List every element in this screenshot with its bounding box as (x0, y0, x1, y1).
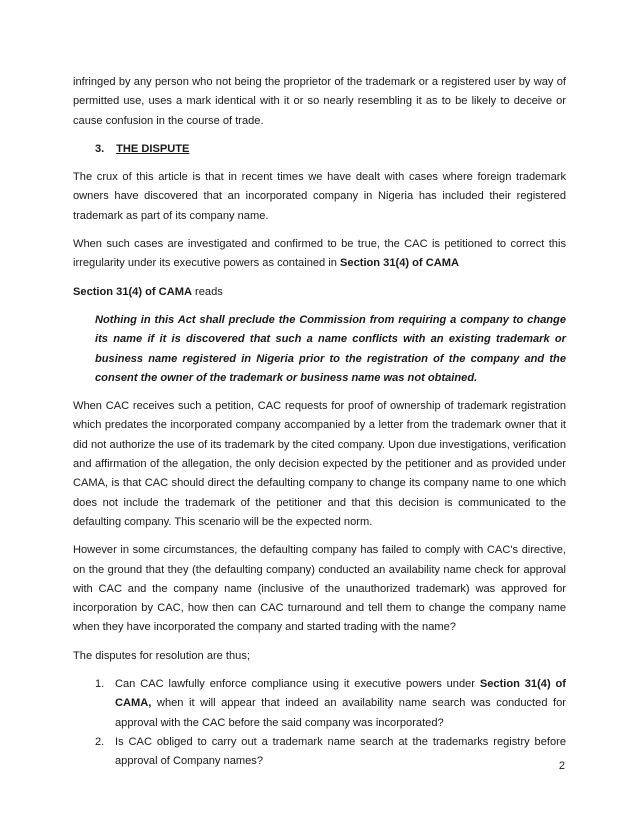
intro-paragraph: infringed by any person who not being the proprietor of the trademark or a registered user by way of permitted use, uses a mark identical with it or so nearly resembling it as to be likely to deceive or cause confusion in the course of trade. (73, 76, 566, 127)
disputes-intro: The disputes for resolution are thus; (73, 649, 250, 662)
investigation-paragraph (73, 235, 566, 274)
statute-quote: Nothing in this Act shall preclude the Commission from requiring a company to change its name if it is discovered that such a name conflicts with an existing trademark or business name registered in Nigeria prior to the registration of the company and the consent the owner of the trademark or business name was not obtained. (95, 313, 566, 384)
reads-text: reads (191, 285, 223, 298)
investigation-text: When such cases are investigated and confirmed to be true, the CAC is petitioned to correct this irregularity under its executive powers as contained in (73, 238, 566, 270)
list-item (73, 675, 566, 733)
reads-line (73, 283, 566, 302)
list-item-text-continued: when it will appear that indeed an availability name search was conducted for approval with the CAC before the said company was incorporated? (115, 697, 566, 729)
list-item (73, 733, 566, 772)
section-title: THE DISPUTE (116, 142, 190, 155)
reads-section-reference: Section 31(4) of CAMA (73, 285, 192, 298)
petition-paragraph: When CAC receives such a petition, CAC requests for proof of ownership of trademark registration which predates the incorporated company accompanied by a letter from the trademark owner that it did not authorize the use of its trademark by the cited company. Upon due investigations, verification and affirmation of the allegation, the only decision expected by the petitioner and as provided under CAMA, is that CAC should direct the defaulting company to change its company name to one which does not include the trademark of the petitioner and that this decision is communicated to the defaulting company. This scenario will be the expected norm. (73, 400, 566, 528)
page-number: 2 (558, 760, 565, 772)
however-paragraph: However in some circumstances, the defaulting company has failed to comply with CAC's directive, on the ground that they (the defaulting company) conducted an availability name check for approval with CAC and the company name (inclusive of the unauthorized trademark) was approved for incorporation by CAC, how then can CAC turnaround and tell them to change the company name when they have incorporated the company and started trading with the name? (73, 544, 566, 634)
section-reference: Section 31(4) of CAMA (340, 257, 459, 270)
list-item-text: Is CAC obliged to carry out a trademark name search at the trademarks registry before approval of Company names? (115, 735, 566, 768)
list-item-number: 1. (95, 678, 105, 691)
list-item-number: 2. (95, 735, 105, 748)
list-item-bold: Section 31(4) of CAMA, (115, 678, 566, 710)
disputes-list (73, 675, 566, 771)
section-number: 3. (95, 142, 105, 155)
section-heading (95, 140, 566, 159)
list-item-text: Can CAC lawfully enforce compliance using it executive powers under (115, 678, 480, 691)
crux-paragraph: The crux of this article is that in recent times we have dealt with cases where foreign trademark owners have discovered that an incorporated company in Nigeria has included their registered trademark as part of its company name. (73, 171, 566, 222)
